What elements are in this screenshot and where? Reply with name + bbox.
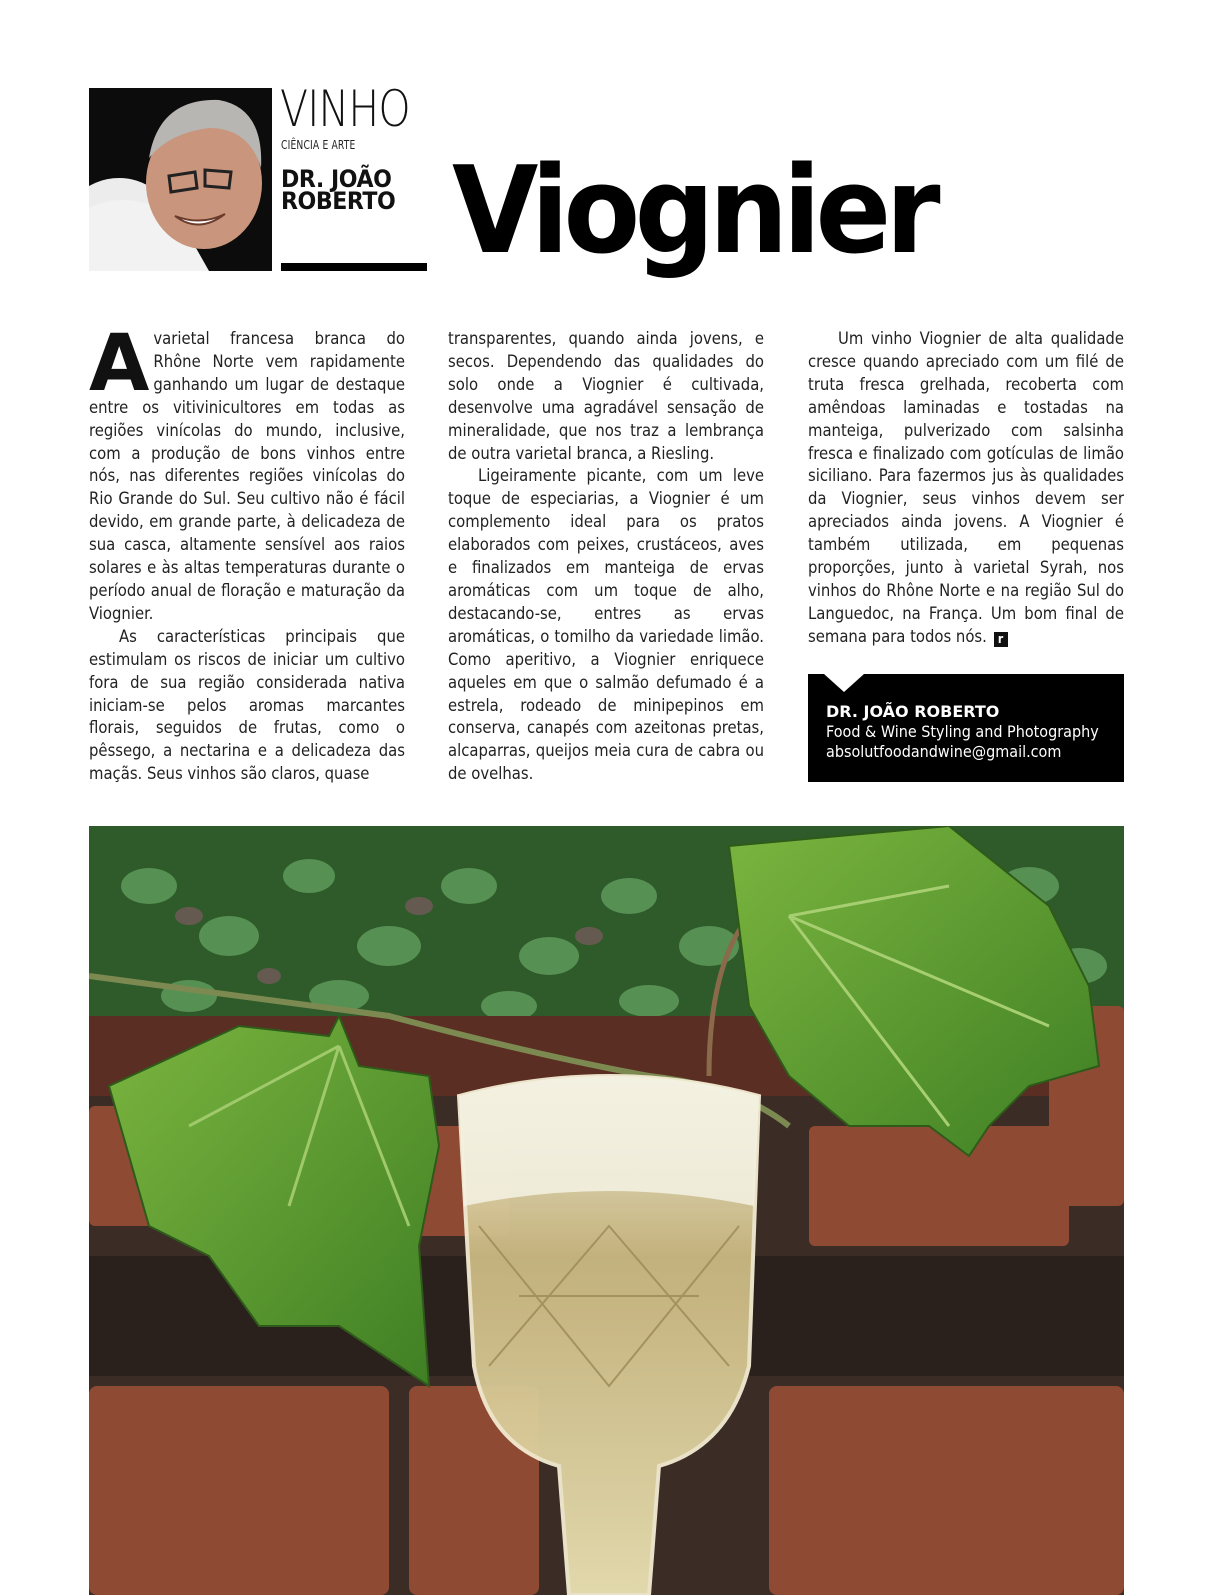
article-column-2 xyxy=(448,328,764,786)
byline-rule xyxy=(281,263,427,271)
wine-glass-photo xyxy=(89,826,1124,1595)
paragraph-text: Um vinho Viognier de alta qualidade cresce quando apreciado com um filé de truta fresca grelhada, recoberta com amêndoas laminadas e tostadas na manteiga, pulverizado com salsinha fresca e finalizado com gotículas de limão siciliano. Para fazermos jus às qualidades da Viognier, seus vinhos devem ser apreciados ainda jovens. A Viognier é também utilizada, em pequenas proporções, junto à varietal Syrah, nos vinhos do Rhône Norte e na região Sul do Languedoc, na França. Um bom final de semana para todos nós. xyxy=(808,329,1124,646)
section-subtitle: CIÊNCIA E ARTE xyxy=(281,138,356,152)
drop-cap: A xyxy=(89,319,150,409)
article-column-1 xyxy=(89,319,405,786)
author-name-line1: DR. JOÃO xyxy=(281,165,392,193)
bio-email[interactable]: absolutfoodandwine@gmail.com xyxy=(826,742,1062,761)
article-paragraph: As características principais que estimulam os riscos de iniciar um cultivo fora de sua região considerada nativa iniciam-se pelos aromas marcantes florais, seguidos de frutas, como o pêssego, a nectarina e a delicadeza das maçãs. Seus vinhos são claros, quase xyxy=(89,626,405,784)
article-headline: Viognier xyxy=(452,142,936,281)
section-title: VINHO xyxy=(280,80,410,138)
author-byline xyxy=(281,165,428,215)
end-mark-icon: r xyxy=(994,632,1008,647)
article-paragraph xyxy=(808,328,1124,649)
bio-role: Food & Wine Styling and Photography xyxy=(826,722,1099,741)
author-bio-box xyxy=(808,674,1124,782)
article-paragraph xyxy=(89,319,405,626)
bio-notch xyxy=(824,674,864,692)
bio-name: DR. JOÃO ROBERTO xyxy=(826,702,1000,721)
article-paragraph: transparentes, quando ainda jovens, e secos. Dependendo das qualidades do solo onde a Viognier é cultivada, desenvolve uma agradável sensação de mineralidade, que nos traz a lembrança de outra varietal branca, a Riesling. xyxy=(448,329,764,463)
article-paragraph: Ligeiramente picante, com um leve toque de especiarias, a Viognier é um complemento ideal para os pratos elaborados com peixes, crustáceos, aves e finalizados em manteiga de ervas aromáticas com um toque de alho, destacando-se, entres as ervas aromáticas, o tomilho da variedade limão. Como aperitivo, a Viognier enriquece aqueles em que o salmão defumado é a estrela, rodeado de minipepinos em conserva, canapés com azeitonas pretas, alcaparras, queijos meia cura de cabra ou de ovelhas. xyxy=(448,466,764,784)
paragraph-text: varietal francesa branca do Rhône Norte vem rapidamente ganhando um lugar de destaque entre os vitivinicultores em todas as regiões vinícolas do mundo, inclusive, com a produção de bons vinhos entre nós, nas diferentes regiões vinícolas do Rio Grande do Sul. Seu cultivo não é fácil devido, em grande parte, à delicadeza de sua casca, altamente sensível aos raios solares e às altas temperaturas durante o período anual de floração e maturação da Viognier. xyxy=(89,329,405,623)
author-name-line2: ROBERTO xyxy=(281,187,396,215)
author-portrait xyxy=(89,88,272,271)
article-column-3 xyxy=(808,328,1124,649)
